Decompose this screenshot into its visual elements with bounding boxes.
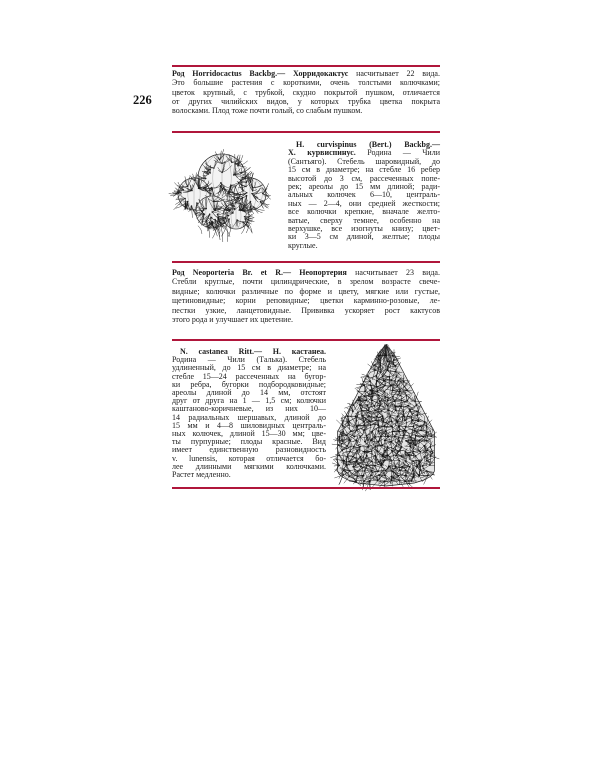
text-line: круглые. xyxy=(288,240,318,250)
text-run: насчитывает 23 вида. xyxy=(346,268,440,277)
paragraph-neoporteria xyxy=(172,268,440,324)
text-line: рек; ареолы до 15 мм длиной; ради- xyxy=(288,182,440,192)
section-divider-rule xyxy=(172,487,440,489)
text-line: все колючки крепкие, вначале желто- xyxy=(288,207,440,217)
text-line: верхушке, все изогнуты книзу; цвет- xyxy=(288,224,440,234)
text-line: ных колючек, длиной 15—30 мм; цве- xyxy=(172,429,326,439)
text-line: этого рода и улучшает их цветение. xyxy=(172,315,294,325)
text-line: v. lunensis, которая отличается бо- xyxy=(172,453,326,463)
text-line: лее длинными мягкими колючками. xyxy=(172,461,326,471)
text-line: цветок крупный, с трубкой, скудно покрытой пушком, отличается xyxy=(172,87,440,97)
text-run: насчитывает 22 вида. xyxy=(348,69,440,78)
text-line: высотой до 3 см, рассеченных попе- xyxy=(288,173,440,183)
text-line: ареолы длиной до 14 мм, отстоят xyxy=(172,388,326,398)
text-line: щетиновидные; корни реповидные; цветки карминно-розовые, ле- xyxy=(172,296,440,306)
species-heading: H. curvispinus (Bert.) Backbg.— xyxy=(296,140,440,149)
text-line: Стебли круглые, почти цилиндрические, в зрелом возрасте свече- xyxy=(172,277,440,287)
species-heading: N. castanea Ritt.— Н. кастанеа. xyxy=(180,347,326,356)
text-line: ки 3—5 см длиной, желтые; плоды xyxy=(288,232,440,242)
text-line: Это большие растения с короткими, очень толстыми колючками; xyxy=(172,78,440,88)
species-castanea-description xyxy=(172,348,326,479)
text-line: друг от друга на 1 — 1,5 см; колючки xyxy=(172,396,326,406)
text-line: 15 мм и 4—8 шиловидных централь- xyxy=(172,420,326,430)
species-curvispinus-description xyxy=(288,141,440,250)
text-line: Родина — Чили (Талька). Стебель xyxy=(172,355,326,365)
text-line: 14 радиальных шершавых, длиной до xyxy=(172,412,326,422)
text-line: ватые, сверху темнее, особенно на xyxy=(288,215,440,225)
text-run: Родина — Чили xyxy=(355,148,440,158)
text-line xyxy=(172,69,440,78)
text-line: 15 см в диаметре; на стебле 16 ребер xyxy=(288,165,440,175)
genus-heading: Род Horridocactus Backbg.— Хорридокактус xyxy=(172,69,349,78)
genus-heading: Род Neoporteria Br. et R.— Неопортерия xyxy=(172,268,347,277)
text-line: стебле 15—24 рассеченных на бугор- xyxy=(172,371,326,381)
text-line: Растет медленно. xyxy=(172,470,231,480)
page-number: 226 xyxy=(133,93,152,107)
text-line: (Сантьяго). Стебель шаровидный, до xyxy=(288,156,440,166)
text-line: от других чилийских видов, у которых трубка цветка покрыта xyxy=(172,96,440,106)
text-line: волосками. Плод тоже почти голый, со слабым пушком. xyxy=(172,106,363,116)
text-line: ты пурпурные; плоды красные. Вид xyxy=(172,437,326,447)
text-line: ных — 2—4, они средней жесткости; xyxy=(288,198,440,208)
cactus-illustration-curvispinus xyxy=(172,136,272,246)
species-russian-name: Х. курвиспинус. xyxy=(288,148,356,158)
text-line: видные; колючки различные по форме и цвету, мягкие или густые, xyxy=(172,286,440,296)
text-line: каштаново-коричневые, из них 10— xyxy=(172,404,326,414)
section-divider-rule xyxy=(172,65,440,67)
cactus-illustration-castanea xyxy=(328,342,444,486)
text-line: удлиненный, до 15 см в диаметре; на xyxy=(172,363,326,373)
paragraph-horridocactus xyxy=(172,69,440,115)
section-divider-rule xyxy=(172,261,440,263)
text-line xyxy=(172,268,440,277)
text-line: альных колючек 6—10, централь- xyxy=(288,190,440,200)
text-line: имеет единственную разновидность xyxy=(172,445,326,455)
text-line: пестки узкие, ланцетовидные. Прививка ускоряет рост кактусов xyxy=(172,305,440,315)
section-divider-rule xyxy=(172,131,440,133)
text-line: ки ребра, бугорки подбородковидные; xyxy=(172,379,326,389)
